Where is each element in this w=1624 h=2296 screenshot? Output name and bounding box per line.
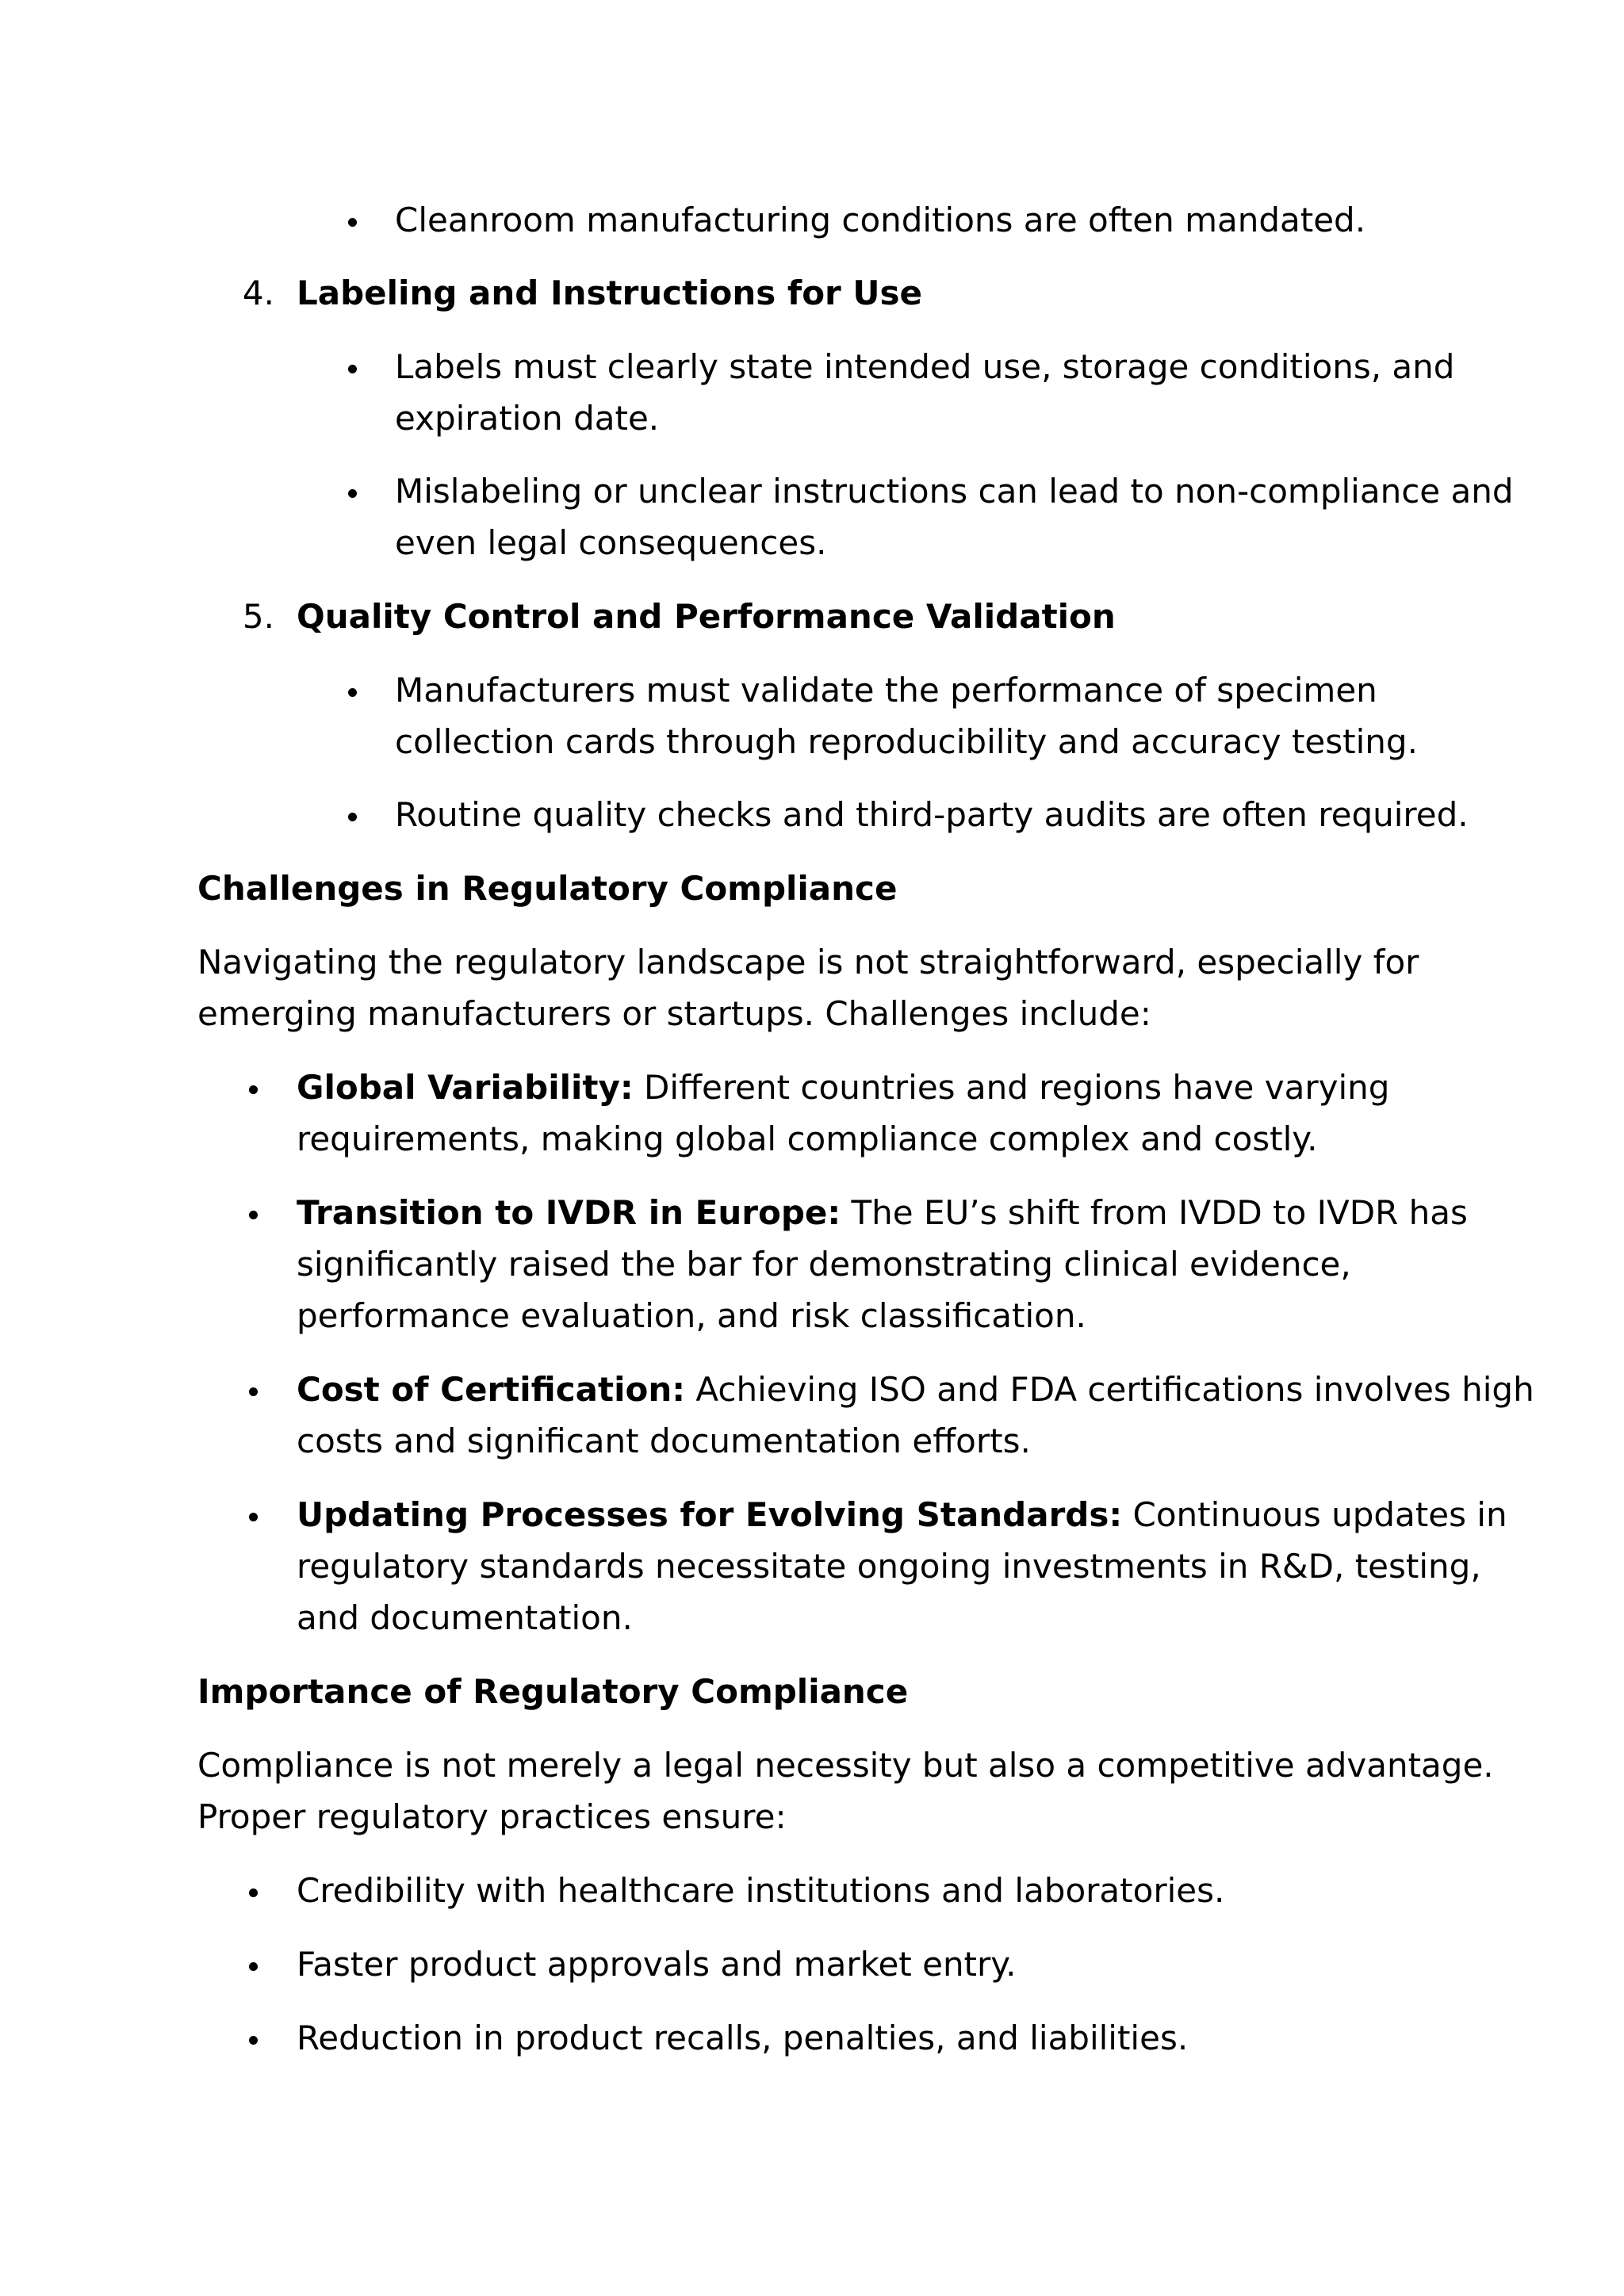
bullet-marker [249, 1387, 258, 1396]
item-5-bullet-1-line-1: Manufacturers must validate the performance of specimen [395, 671, 1377, 710]
challenge-1-label: Global Variability: [297, 1068, 634, 1107]
importance-item-2: Faster product approvals and market entry. [297, 1945, 1017, 1984]
bullet-marker [249, 1888, 258, 1897]
item-5-title: Quality Control and Performance Validation [297, 597, 1116, 636]
bullet-marker [348, 365, 357, 373]
challenge-3-label: Cost of Certification: [297, 1370, 686, 1409]
challenge-4-line-3: and documentation. [297, 1598, 633, 1637]
item-5-bullet-1-line-2: collection cards through reproducibility and accuracy testing. [395, 722, 1418, 761]
challenge-4-label: Updating Processes for Evolving Standards: [297, 1495, 1123, 1534]
challenge-4-line-2: regulatory standards necessitate ongoing investments in R&D, testing, [297, 1547, 1481, 1586]
challenge-1-line-1 [297, 1062, 1389, 1113]
item-4-bullet-1-line-1: Labels must clearly state intended use, storage conditions, and [395, 347, 1455, 386]
challenge-2-line-2: significantly raised the bar for demonstrating clinical evidence, [297, 1245, 1351, 1284]
challenges-heading: Challenges in Regulatory Compliance [197, 869, 898, 908]
item-4-number: 4. [242, 274, 274, 312]
bullet-marker [249, 1085, 258, 1094]
challenge-2-label: Transition to IVDR in Europe: [297, 1193, 841, 1232]
importance-heading: Importance of Regulatory Compliance [197, 1672, 909, 1711]
challenge-3-line-2: costs and significant documentation efforts. [297, 1422, 1031, 1460]
item-4-title: Labeling and Instructions for Use [297, 274, 922, 312]
bullet-marker [249, 1211, 258, 1219]
challenge-4-text: Continuous updates in [1122, 1495, 1507, 1534]
item-4-bullet-2-line-1: Mislabeling or unclear instructions can lead to non-compliance and [395, 472, 1514, 511]
challenge-4-line-1 [297, 1490, 1507, 1540]
importance-intro-line-2: Proper regulatory practices ensure: [197, 1797, 787, 1836]
bullet-marker [249, 1962, 258, 1971]
challenge-1-line-2: requirements, making global compliance complex and costly. [297, 1119, 1318, 1158]
item-5-number: 5. [242, 597, 274, 636]
challenge-1-text: Different countries and regions have varying [633, 1068, 1390, 1107]
challenge-3-line-1 [297, 1364, 1534, 1415]
bullet-marker [348, 218, 357, 227]
bullet-marker [249, 2036, 258, 2045]
bullet-marker [348, 489, 357, 498]
challenges-intro-line-1: Navigating the regulatory landscape is not straightforward, especially for [197, 943, 1419, 982]
bullet-marker [348, 688, 357, 697]
cleanroom-bullet-text: Cleanroom manufacturing conditions are often mandated. [395, 201, 1366, 239]
bullet-marker [348, 813, 357, 821]
challenge-2-line-1 [297, 1188, 1468, 1238]
challenge-2-line-3: performance evaluation, and risk classification. [297, 1296, 1086, 1335]
item-5-bullet-2-line-1: Routine quality checks and third-party audits are often required. [395, 795, 1469, 834]
item-4-bullet-2-line-2: even legal consequences. [395, 523, 827, 562]
challenge-3-text: Achieving ISO and FDA certifications involves high [685, 1370, 1534, 1409]
importance-item-1: Credibility with healthcare institutions and laboratories. [297, 1871, 1225, 1910]
item-4-bullet-1-line-2: expiration date. [395, 399, 660, 438]
bullet-marker [249, 1513, 258, 1521]
challenge-2-text: The EU’s shift from IVDD to IVDR has [841, 1193, 1468, 1232]
importance-intro-line-1: Compliance is not merely a legal necessity but also a competitive advantage. [197, 1746, 1494, 1785]
importance-item-3: Reduction in product recalls, penalties, and liabilities. [297, 2019, 1189, 2057]
challenges-intro-line-2: emerging manufacturers or startups. Challenges include: [197, 994, 1151, 1033]
